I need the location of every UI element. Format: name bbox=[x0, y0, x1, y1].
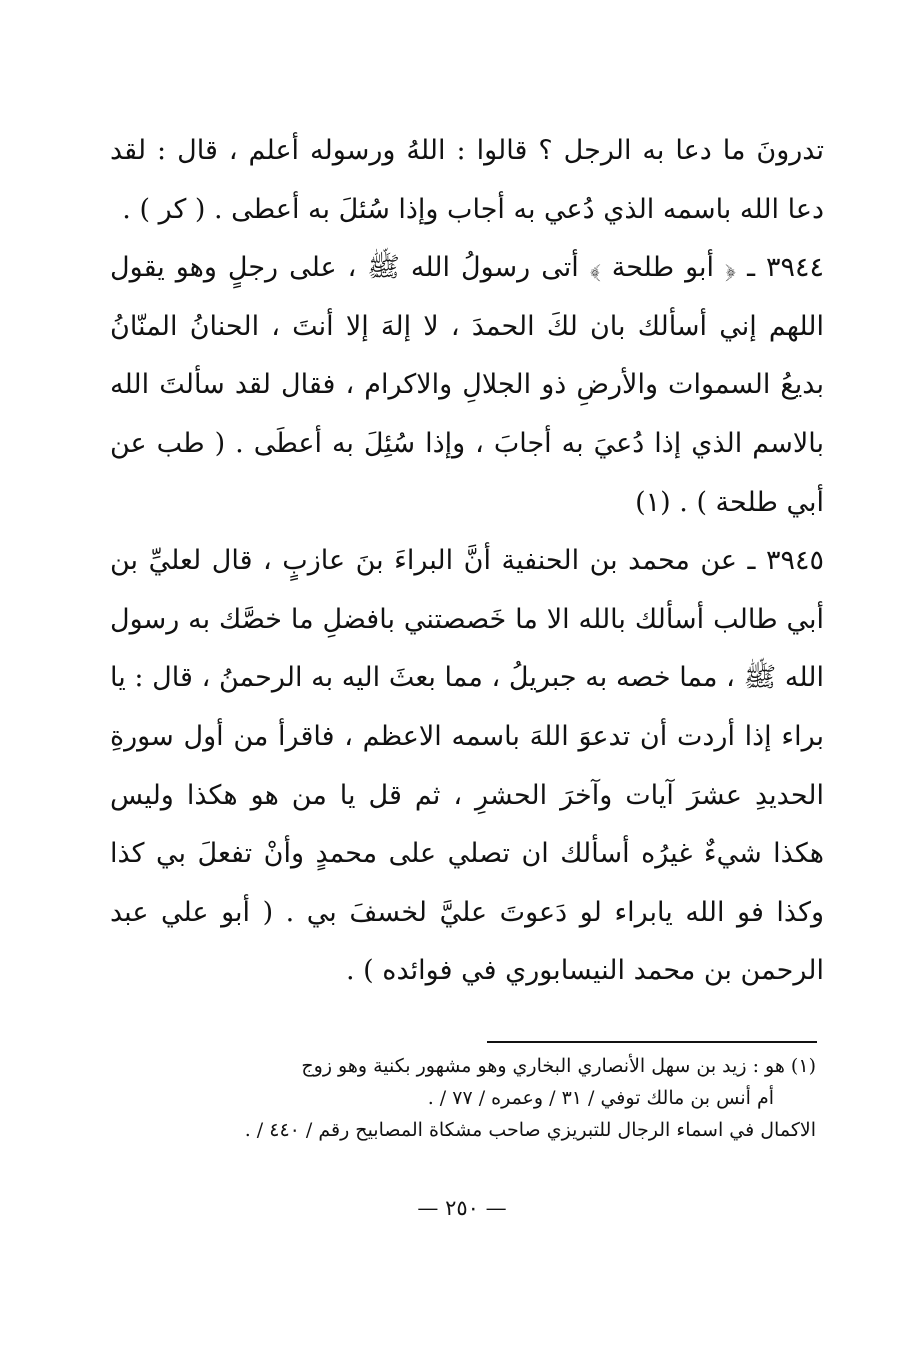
page-number: — ٢٥٠ — bbox=[417, 1196, 507, 1220]
main-text bbox=[110, 122, 824, 1001]
footnote-line: (١) هو : زيد بن سهل الأنصاري البخاري وهو مشهور بكنية وهو زوج bbox=[301, 1055, 816, 1077]
paragraph-hadith-3945: ٣٩٤٥ ـ عن محمد بن الحنفية أنَّ البراءَ بنَ عازبٍ ، قال لعليِّ بن أبي طالب أسألك بالله الا ما خَصصتني بافضلِ ما خصَّك به رسول الله ﷺ ، مما خصه به جبريلُ ، مما بعثَ اليه به الرحمنُ ، قال : يا براء إذا أردت أن تدعوَ اللهَ باسمه الاعظم ، فاقرأ من أول سورةِ الحديدِ عشرَ آيات وآخرَ الحشرِ ، ثم قل يا من هو هكذا وليس هكذا شيءٌ غيرُه أسألك ان تصلي على محمدٍ وأنْ تفعلَ بي كذا وكذا فو الله يابراء لو دَعوتَ عليَّ لخسفَ بي . ( أبو علي عبد الرحمن بن محمد النيسابوري في فوائده ) . bbox=[110, 545, 824, 987]
footnotes bbox=[104, 1050, 816, 1146]
paragraph-hadith-3944: ٣٩٤٤ ـ ﴿ أبو طلحة ﴾ أتى رسولُ الله ﷺ ، على رجلٍ وهو يقول اللهم إني أسألك بان لكَ الحمدَ ، لا إلهَ إلا أنتَ ، الحنانُ المنّانُ بديعُ السموات والأرضِ ذو الجلالِ والاكرام ، فقال لقد سألتَ الله بالاسم الذي إذا دُعيَ به أجابَ ، وإذا سُئِلَ به أعطَى . ( طب عن أبي طلحة ) . (١) bbox=[110, 252, 824, 518]
paragraph-hadith-continuation: تدرونَ ما دعا به الرجل ؟ قالوا : اللهُ ورسوله أعلم ، قال : لقد دعا الله باسمه الذي دُعي به أجاب وإذا سُئلَ به أعطى . ( كر ) . bbox=[110, 135, 824, 225]
footnote-line: أم أنس بن مالك توفي / ٣١ / وعمره / ٧٧ / . bbox=[427, 1087, 774, 1109]
footnote-line: الاكمال في اسماء الرجال للتبريزي صاحب مشكاة المصابيح رقم / ٤٤٠ / . bbox=[244, 1119, 816, 1141]
footnote-divider bbox=[487, 1041, 817, 1043]
